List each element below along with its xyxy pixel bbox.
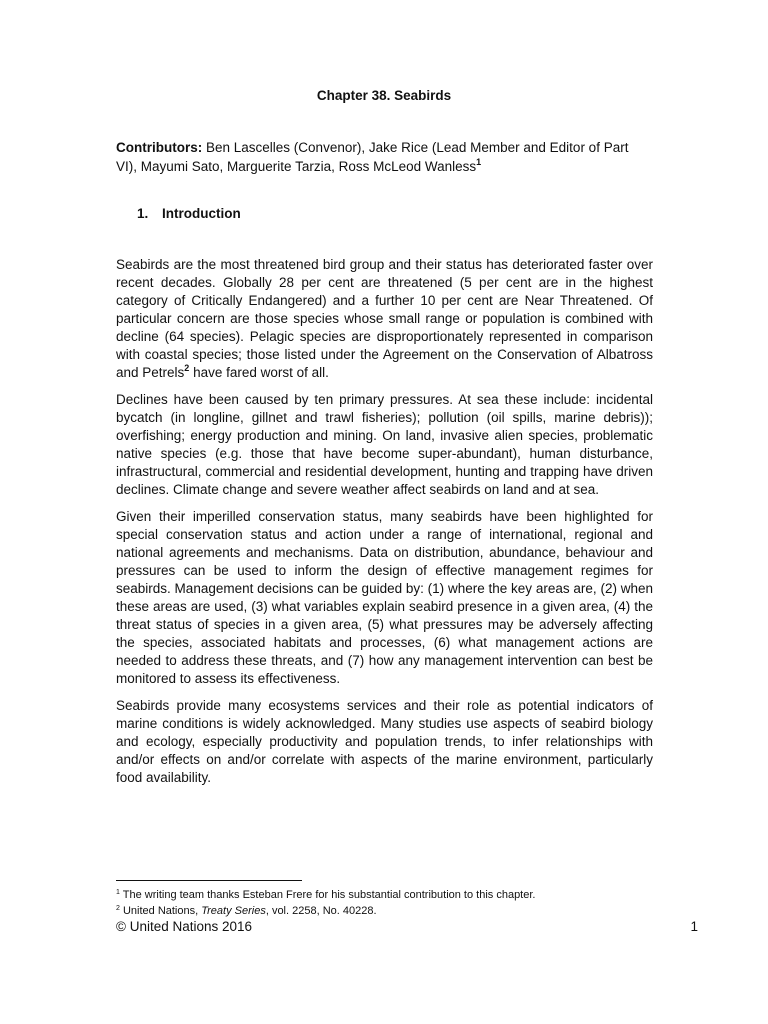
footnote-ref-2: 2: [184, 363, 190, 373]
footnote-1: [116, 888, 535, 902]
page-number: 1: [690, 919, 698, 934]
footnote-2: [116, 904, 377, 918]
footnote-1-text: The writing team thanks Esteban Frere for his substantial contribution to this chapter.: [119, 889, 536, 901]
paragraph-2: Declines have been caused by ten primary pressures. At sea these include: incidental bycatch (in longline, gillnet and trawl fisheries); pollution (oil spills, marine debris)); overfishing; energy production and mining. On land, invasive alien species, problematic native species (e.g. those that have become super-abundant), human disturbance, infrastructural, commercial and residential development, hunting and trapping have driven declines. Climate change and severe weather affect seabirds on land and at sea.: [116, 392, 653, 497]
footnote-2-prefix: United Nations,: [119, 905, 202, 917]
footnote-divider: [116, 880, 302, 881]
footnote-ref-1: 1: [476, 157, 482, 167]
chapter-title: Chapter 38. Seabirds: [316, 88, 452, 103]
paragraph-1: [116, 256, 653, 382]
section-number: 1.: [137, 206, 149, 221]
paragraph-1-text: Seabirds are the most threatened bird group and their status has deteriorated faster over recent decades. Globally 28 per cent are threatened (5 per cent are in the highest category of Critically Endangered) and a further 10 per cent are Near Threatened. Of particular concern are those species whose small range or population is combined with decline (64 species). Pelagic species are disproportionately represented in comparison with coastal species; those listed under the Agreement on the Conservation of Albatross and Petrels: [116, 257, 653, 380]
footnote-1-mark: 1: [116, 889, 120, 896]
paragraph-3: Given their imperilled conservation status, many seabirds have been highlighted for special conservation status and action under a range of international, regional and national agreements and mechanisms. Data on distribution, abundance, behaviour and pressures can be used to inform the design of effective management regimes for seabirds. Management decisions can be guided by: (1) where the key areas are, (2) when these areas are used, (3) what variables explain seabird presence in a given area, (4) the threat status of species in a given area, (5) what pressures may be adversely affecting the species, associated habitats and processes, (6) what management actions are needed to address these threats, and (7) how any management intervention can best be monitored to assess its effectiveness.: [116, 509, 653, 686]
contributors-text: Ben Lascelles (Convenor), Jake Rice (Lead Member and Editor of Part VI), Mayumi Sato, Marguerite Tarzia, Ross McLeod Wanless: [116, 140, 629, 174]
paragraph-1-tail: have fared worst of all.: [189, 365, 329, 380]
footnote-2-italic: Treaty Series: [201, 905, 266, 917]
footnote-2-suffix: , vol. 2258, No. 40228.: [265, 905, 377, 917]
paragraph-4: Seabirds provide many ecosystems services and their role as potential indicators of marine conditions is widely acknowledged. Many studies use aspects of seabird biology and ecology, especially productivity and population trends, to infer relationships with and/or effects on and/or correlate with aspects of the marine environment, particularly food availability.: [116, 698, 653, 785]
section-heading: [137, 206, 241, 221]
body-text: [116, 256, 653, 796]
copyright-notice: © United Nations 2016: [116, 919, 253, 934]
footnote-2-mark: 2: [116, 905, 120, 912]
section-title: Introduction: [162, 206, 241, 221]
contributors-label: Contributors:: [116, 140, 203, 155]
contributors-line: [116, 138, 653, 176]
